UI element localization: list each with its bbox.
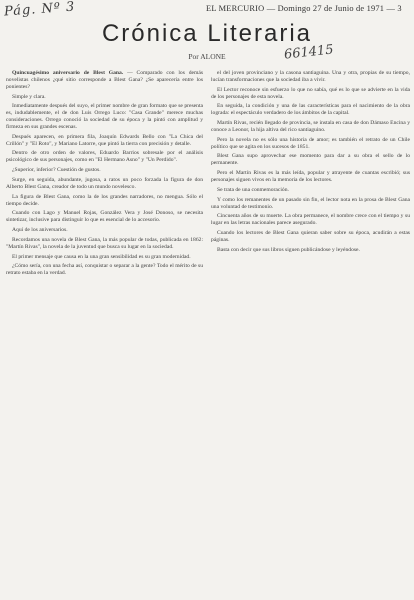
paragraph: La figura de Blest Gana, como la de los grandes narradores, no mengua. Sólo el tiempo decide.	[6, 193, 203, 207]
paragraph: El primer mensaje que causa en la una gran sensibilidad es su gran modernidad.	[12, 253, 191, 260]
article-author: Por ALONE	[188, 52, 226, 61]
paragraph: Cuando con Lago y Manuel Rojas, González Vera y José Donoso, se necesita sintetizar, inclusive para distinguir lo que es esencial de lo accesorio.	[6, 210, 203, 224]
paragraph: Pero el Martín Rivas es la más leída, popular y atrayente de cuantas escribió; sus personajes siguen vivos en la memoria de los lectores.	[211, 170, 410, 183]
paragraph: El Lector reconoce sin esfuerzo lo que no sabía, qué es lo que se advierte en la vida de los personajes de esta novela.	[211, 86, 410, 100]
left-column	[6, 70, 203, 596]
paragraph: Cincuenta años de su muerte. La obra permanece, el nombre crece con el tiempo y su lugar en las letras nacionales parece asegurado.	[211, 213, 410, 227]
paragraph: ¿Superior, inferior? Cuestión de gustos.	[12, 167, 101, 174]
paragraph: Dentro de otro orden de valores, Eduardo Barrios sobresale por el análisis psicológico de sus personajes, como en "El Hermano Asno" y "Un Perdido".	[6, 150, 203, 164]
paragraph: Cuando los lectores de Blest Gana quieran saber sobre su época, acudirán a estas páginas.	[211, 230, 410, 243]
paragraph: Martín Rivas, recién llegado de provincia, se instala en casa de don Dámaso Encina y conoce a Leonor, la hija altiva del rico santiaguino.	[211, 120, 410, 133]
lead-paragraph	[6, 70, 203, 91]
article-title: Crónica Literaria	[101, 20, 313, 47]
paragraph: Simple y clara.	[12, 93, 46, 100]
paragraph: Blest Gana supo aprovechar ese momento para dar a su obra el sello de lo permanente.	[211, 153, 410, 167]
header-date: Domingo 27 de Junio de 1971	[277, 4, 385, 13]
paragraph: Basta con decir que sus libros siguen publicándose y leyéndose.	[217, 246, 360, 253]
handwritten-page-number: Pág. Nº 3	[3, 0, 76, 20]
handwritten-catalog-id: 661415	[283, 42, 335, 63]
paragraph: el del joven provinciano y la casona santiaguina. Una y otra, propias de su tiempo, lucían transformaciones que la sociedad iba a vivir.	[211, 70, 410, 83]
paragraph: Inmediatamente después del suyo, el primer nombre de gran formato que se presenta es, indudablemente, el de don Luis Orrego Luco: "Casa Grande" merece muchas consideraciones. Orrego conoció la sociedad de su época y la pintó con amplitud y firmeza en sus grandes escenas.	[6, 103, 203, 130]
paragraph: Aquí de los aniversarios.	[12, 227, 68, 234]
newspaper-name: EL MERCURIO	[206, 4, 265, 13]
paragraph: Se trata de una conmemoración.	[217, 186, 289, 193]
lead-heading: Quincuagésimo aniversario de Blest Gana.	[12, 70, 124, 76]
paragraph: Pero la novela no es sólo una historia de amor; es también el retrato de un Chile político que se agita en los sucesos de 1851.	[211, 136, 410, 150]
paragraph: En seguida, la condición y una de las características para el nacimiento de la obra lograda: el espectáculo verdadero de los ámbitos de la capital.	[211, 103, 410, 117]
paragraph: Surge, en seguida, abundante, jugosa, a ratos un poco forzada la figura de don Alberto Blest Gana, creador de todo un mundo novelesco.	[6, 176, 203, 190]
header-dash: —	[266, 4, 276, 13]
right-column	[211, 70, 410, 596]
paragraph: Después aparecen, en primera fila, Joaquín Edwards Bello con "La Chica del Crillón" y "El Roto", y Mariano Latorre, que pintó la tierra con precisión y detalle.	[6, 133, 203, 147]
lead-text: — Comparado con los demás novelistas chilenos ¿qué sitio corresponde a Blest Gana? ¿Se aparecería entre los ponientes?	[6, 70, 203, 90]
header-page: — 3	[386, 4, 402, 13]
newspaper-header	[206, 4, 410, 13]
paragraph: Recordamos una novela de Blest Gana, la más popular de todas, publicada en 1862: "Martín Rivas", la novela de la juventud que busca su lugar en la sociedad.	[6, 236, 203, 250]
paragraph: Y como los remanentes de un pasado sin fin, el lector nota en la prosa de Blest Gana una voluntad de testimonio.	[211, 196, 410, 210]
paragraph: ¿Cómo sería, con una fecha así, conquistar o separar a la gente? Todo el mérito de su retrato estaba en la verdad.	[6, 263, 203, 277]
